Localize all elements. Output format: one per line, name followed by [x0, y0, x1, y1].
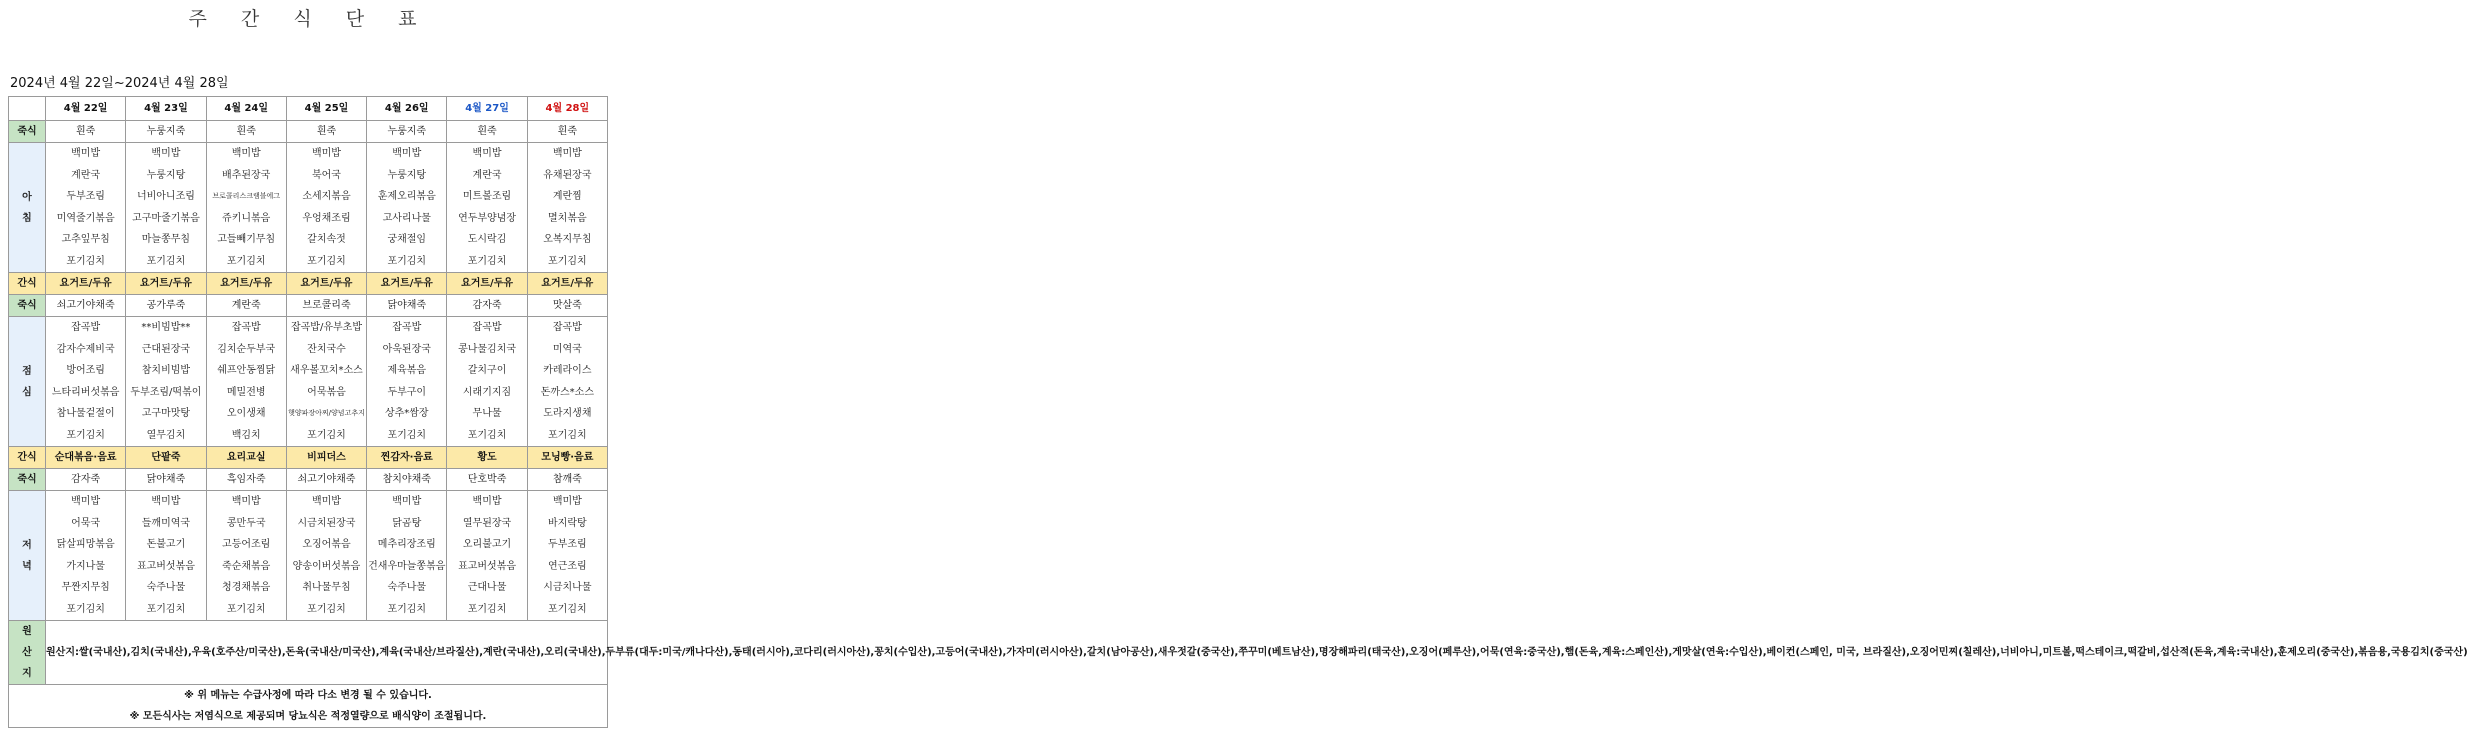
dish-item: 포기김치 — [548, 255, 587, 267]
dish-item: 열무된장국 — [462, 517, 512, 529]
day-header: 4월 22일 — [46, 97, 126, 121]
snack-cell: 모닝빵·음료 — [527, 447, 607, 469]
dish-item: 잡곡밥 — [392, 322, 422, 333]
lunch-day-cell — [367, 317, 447, 447]
dish-item: 멸치볶음 — [548, 212, 587, 224]
dish-item: 메밀전병 — [226, 386, 266, 398]
dish-item: 근대나물 — [467, 582, 507, 593]
day-header: 4월 23일 — [126, 97, 206, 121]
lunch-row — [9, 317, 608, 447]
dish-item: 아욱된장국 — [382, 343, 431, 355]
dish-item: 고등어조림 — [222, 539, 271, 550]
snack-cell: 순대볶음·음료 — [46, 447, 126, 469]
dish-item: 잡곡밥 — [552, 322, 582, 333]
dish-item: 제육볶음 — [387, 365, 427, 376]
day-header: 4월 26일 — [367, 97, 447, 121]
porridge-cell: 흰죽 — [46, 121, 126, 143]
corner-cell — [9, 97, 46, 121]
snack-cell: 황도 — [447, 447, 527, 469]
dish-item: 참나물겉절이 — [56, 408, 115, 419]
dish-item: **비빔밥** — [141, 322, 191, 333]
dinner-label: 저 녁 — [9, 491, 46, 621]
dish-item: 포기김치 — [66, 603, 105, 615]
dish-item: 어묵볶음 — [307, 386, 346, 398]
breakfast-day-cell — [527, 143, 607, 273]
porridge-cell: 누룽지죽 — [126, 121, 206, 143]
snack-label: 간식 — [9, 273, 46, 295]
dinner-porridge-row — [9, 469, 608, 491]
dish-item: 미역국 — [552, 343, 582, 355]
dish-item: 청경채볶음 — [222, 582, 271, 593]
dish-item: 시금치나물 — [543, 582, 592, 593]
dish-item: 백미밥 — [151, 148, 181, 159]
breakfast-label: 아 침 — [9, 143, 46, 273]
porridge-cell: 공가루죽 — [126, 295, 206, 317]
snack-cell: 요거트/두유 — [447, 273, 527, 295]
snack-cell: 요거트/두유 — [527, 273, 607, 295]
dish-item: 카레라이스 — [543, 365, 592, 376]
snack-cell: 찐감자·음료 — [367, 447, 447, 469]
porridge-cell: 참깨죽 — [527, 469, 607, 491]
dish-item: 잡곡밥/유부초밥 — [290, 322, 362, 333]
dish-item: 백미밥 — [231, 148, 261, 159]
porridge-cell: 흰죽 — [527, 121, 607, 143]
dish-item: 무나물 — [472, 408, 502, 419]
afternoon-snack-row — [9, 447, 608, 469]
dish-item: 김치순두부국 — [217, 343, 276, 355]
dish-item: 포기김치 — [226, 255, 266, 267]
snack-cell: 비피더스 — [286, 447, 366, 469]
snack-label: 간식 — [9, 447, 46, 469]
dish-item: 포기김치 — [548, 429, 587, 441]
lunch-day-cell — [206, 317, 286, 447]
dish-item: 가지나물 — [66, 560, 105, 572]
lunch-day-cell — [126, 317, 206, 447]
porridge-cell: 흑임자죽 — [206, 469, 286, 491]
dish-item: 포기김치 — [146, 603, 186, 615]
dish-item: 콩만두국 — [226, 517, 266, 529]
dish-item: 돈불고기 — [146, 539, 186, 550]
dish-item: 오복지무침 — [543, 234, 592, 245]
dish-item: 누룽지탕 — [146, 169, 186, 181]
dish-item: 닭곰탕 — [392, 517, 422, 529]
dish-item: 포기김치 — [226, 603, 266, 615]
porridge-cell: 흰죽 — [286, 121, 366, 143]
dish-item: 백김치 — [231, 429, 261, 441]
dish-item: 미역줄기볶음 — [56, 212, 115, 224]
dish-item: 궁채절임 — [387, 234, 427, 245]
breakfast-day-cell — [286, 143, 366, 273]
dish-item: 고구마줄기볶음 — [132, 212, 200, 224]
lunch-day-cell — [527, 317, 607, 447]
dish-item: 훈제오리볶음 — [377, 191, 436, 202]
dinner-day-cell — [527, 491, 607, 621]
porridge-label: 죽식 — [9, 295, 46, 317]
dish-item: 포기김치 — [387, 603, 427, 615]
snack-cell: 요거트/두유 — [286, 273, 366, 295]
porridge-cell: 브로콜리죽 — [286, 295, 366, 317]
dish-item: 닭살피망볶음 — [56, 539, 115, 550]
dish-item: 연두부양념장 — [458, 212, 517, 224]
menu-period: 2024년 4월 22일~2024년 4월 28일 — [10, 76, 229, 91]
dish-item: 오이생채 — [226, 408, 266, 419]
dish-item: 백미밥 — [71, 496, 101, 507]
dish-item: 포기김치 — [467, 429, 507, 441]
dish-item: 두부조림 — [548, 539, 587, 550]
dish-item: 두부조림 — [66, 191, 105, 202]
dish-item: 잔치국수 — [307, 343, 346, 355]
dish-item: 소세지볶음 — [302, 191, 351, 202]
snack-cell: 요거트/두유 — [46, 273, 126, 295]
dish-item: 열무김치 — [146, 429, 186, 441]
dish-item: 백미밥 — [311, 496, 341, 507]
dish-item: 포기김치 — [548, 603, 587, 615]
origin-label: 원 산 지 — [9, 621, 46, 685]
dish-item: 계란국 — [71, 169, 101, 181]
dish-item: 브로콜리스크램블에그 — [212, 192, 281, 200]
dish-item: 상추*쌈장 — [384, 408, 429, 419]
notes-cell — [9, 685, 608, 728]
page-title: 주 간 식 단 표 — [188, 8, 431, 30]
morning-snack-row — [9, 273, 608, 295]
dish-item: 백미밥 — [71, 148, 101, 159]
lunch-label: 점 심 — [9, 317, 46, 447]
note-line: ※ 모든식사는 저염식으로 제공되며 당뇨식은 적정열량으로 배식양이 조절됩니다. — [129, 711, 487, 722]
dish-item: 새우볼꼬치*소스 — [290, 365, 363, 376]
dish-item: 무짠지무침 — [61, 582, 110, 593]
origin-row — [9, 621, 608, 685]
dish-item: 돈까스*소스 — [540, 386, 594, 398]
dish-item: 누룽지탕 — [387, 169, 427, 181]
porridge-cell: 누룽지죽 — [367, 121, 447, 143]
dish-item: 메추리장조림 — [377, 539, 436, 550]
snack-cell: 요거트/두유 — [367, 273, 447, 295]
dish-item: 백미밥 — [392, 148, 422, 159]
dish-item: 방어조림 — [66, 365, 105, 376]
dish-item: 백미밥 — [472, 496, 502, 507]
porridge-label: 죽식 — [9, 121, 46, 143]
snack-cell: 단팥죽 — [126, 447, 206, 469]
dish-item: 도시락김 — [467, 234, 507, 245]
dish-item: 포기김치 — [307, 255, 346, 267]
note-line: ※ 위 메뉴는 수급사정에 따라 다소 변경 될 수 있습니다. — [184, 690, 432, 701]
dish-item: 콩나물김치국 — [458, 343, 517, 355]
snack-cell: 요거트/두유 — [126, 273, 206, 295]
dish-item: 백미밥 — [392, 496, 422, 507]
porridge-cell: 닭야채죽 — [367, 295, 447, 317]
dish-item: 마늘쫑무침 — [141, 234, 191, 245]
porridge-cell: 쇠고기야채죽 — [46, 295, 126, 317]
dish-item: 고추잎무침 — [61, 234, 110, 245]
dish-item: 백미밥 — [231, 496, 261, 507]
dish-item: 오리불고기 — [462, 539, 512, 550]
dish-item: 백미밥 — [311, 148, 341, 159]
breakfast-row — [9, 143, 608, 273]
dish-item: 쉐프안동찜닭 — [217, 365, 276, 376]
notes-row — [9, 685, 608, 728]
dish-item: 근대된장국 — [141, 343, 191, 355]
dinner-row — [9, 491, 608, 621]
dinner-day-cell — [286, 491, 366, 621]
dish-item: 백미밥 — [552, 148, 582, 159]
snack-cell: 요거트/두유 — [206, 273, 286, 295]
breakfast-day-cell — [367, 143, 447, 273]
dish-item: 두부구이 — [387, 386, 427, 398]
dish-item: 표고버섯볶음 — [136, 560, 195, 572]
dish-item: 유채된장국 — [543, 169, 592, 181]
dish-item: 포기김치 — [146, 255, 186, 267]
dish-item: 배추된장국 — [222, 169, 271, 181]
dish-item: 포기김치 — [387, 255, 427, 267]
lunch-day-cell — [286, 317, 366, 447]
dish-item: 포기김치 — [387, 429, 427, 441]
porridge-cell: 단호박죽 — [447, 469, 527, 491]
porridge-cell: 계란죽 — [206, 295, 286, 317]
dish-item: 죽순채볶음 — [222, 560, 271, 572]
dish-item: 시금치된장국 — [297, 517, 356, 529]
lunch-day-cell — [46, 317, 126, 447]
dish-item: 오징어볶음 — [302, 539, 351, 550]
dish-item: 고구마맛탕 — [141, 408, 191, 419]
porridge-cell: 닭야채죽 — [126, 469, 206, 491]
dish-item: 고사리나물 — [382, 212, 431, 224]
dish-item: 포기김치 — [467, 255, 507, 267]
porridge-cell: 감자죽 — [46, 469, 126, 491]
dish-item: 포기김치 — [66, 255, 105, 267]
dish-item: 포기김치 — [307, 603, 346, 615]
breakfast-day-cell — [447, 143, 527, 273]
dish-item: 백미밥 — [472, 148, 502, 159]
dish-item: 갈치속젓 — [307, 234, 346, 245]
day-header-saturday: 4월 27일 — [447, 97, 527, 121]
dish-item: 두부조림/떡볶이 — [130, 386, 202, 398]
dinner-day-cell — [126, 491, 206, 621]
dish-item: 계란국 — [472, 169, 502, 181]
breakfast-day-cell — [206, 143, 286, 273]
dish-item: 포기김치 — [307, 429, 346, 441]
porridge-cell: 흰죽 — [447, 121, 527, 143]
dish-item: 감자수제비국 — [56, 343, 115, 355]
snack-cell: 요리교실 — [206, 447, 286, 469]
dinner-day-cell — [367, 491, 447, 621]
dish-item: 도라지생채 — [543, 408, 592, 419]
dish-item: 잡곡밥 — [71, 322, 101, 333]
dish-item: 너비아니조림 — [136, 191, 195, 202]
dish-item: 연근조림 — [548, 560, 587, 572]
dish-item: 참치비빔밥 — [141, 365, 191, 376]
dish-item: 양송이버섯볶음 — [292, 560, 361, 572]
day-header: 4월 24일 — [206, 97, 286, 121]
dish-item: 건새우마늘쫑볶음 — [368, 560, 446, 572]
dish-item: 백미밥 — [552, 496, 582, 507]
dish-item: 느타리버섯볶음 — [51, 386, 120, 398]
dish-item: 시래기지짐 — [462, 386, 512, 398]
origin-text: 원산지:쌀(국내산),김치(국내산),우육(호주산/미국산),돈육(국내산/미국산),계육(국내산/브라질산),계란(국내산),오리(국내산),두부류(대두:미국/캐나다산),동태(러시아),코다리(러시아산),꽁치(수입산),고등어(국내산),가자미(러시아산),갈치(남아공산),새우젓갈(중국산),쭈꾸미(베트남산),명장해파리(태국산),오징어(페루산),어묵(연육:중국산),햄(돈육,계육:스페인산),게맛살(연육:수입산),베이컨(스페인, 미국, 브라질산),오징어민찌(칠레산),너비아니,미트볼,떡스테이크,떡갈비,섭산적(돈육,계육:국내산),훈제오리(중국산),볶음용,국용김치(중국산) — [46, 621, 608, 685]
dish-item: 숙주나물 — [146, 582, 186, 593]
dish-item: 쥬키니볶음 — [222, 212, 271, 224]
dinner-day-cell — [206, 491, 286, 621]
porridge-cell: 흰죽 — [206, 121, 286, 143]
breakfast-day-cell — [46, 143, 126, 273]
dish-item: 취나물무침 — [302, 582, 351, 593]
dish-item: 숙주나물 — [387, 582, 427, 593]
dinner-day-cell — [46, 491, 126, 621]
dish-item: 북어국 — [311, 169, 341, 181]
dish-item: 들깨미역국 — [141, 517, 191, 529]
dish-item: 잡곡밥 — [231, 322, 261, 333]
dish-item: 포기김치 — [66, 429, 105, 441]
dish-item: 갈치구이 — [467, 365, 507, 376]
dish-item: 백미밥 — [151, 496, 181, 507]
porridge-cell: 맛살죽 — [527, 295, 607, 317]
morning-porridge-row — [9, 121, 608, 143]
dish-item: 표고버섯볶음 — [458, 560, 517, 572]
weekly-menu-table — [8, 96, 2468, 728]
porridge-cell: 쇠고기야채죽 — [286, 469, 366, 491]
breakfast-day-cell — [126, 143, 206, 273]
dish-item: 미트볼조림 — [462, 191, 512, 202]
dish-item: 계란찜 — [552, 191, 582, 202]
day-header-row — [9, 97, 608, 121]
dish-item: 햇양파장아찌/양념고추지 — [288, 409, 365, 417]
day-header-sunday: 4월 28일 — [527, 97, 607, 121]
porridge-label: 죽식 — [9, 469, 46, 491]
porridge-cell: 감자죽 — [447, 295, 527, 317]
day-header: 4월 25일 — [286, 97, 366, 121]
porridge-cell: 참치야채죽 — [367, 469, 447, 491]
dish-item: 포기김치 — [467, 603, 507, 615]
dish-item: 어묵국 — [71, 517, 101, 529]
dish-item: 잡곡밥 — [472, 322, 502, 333]
lunch-day-cell — [447, 317, 527, 447]
lunch-porridge-row — [9, 295, 608, 317]
dish-item: 우엉채조림 — [302, 212, 351, 224]
dish-item: 바지락탕 — [548, 517, 587, 529]
dinner-day-cell — [447, 491, 527, 621]
dish-item: 고들빼기무침 — [217, 234, 276, 245]
